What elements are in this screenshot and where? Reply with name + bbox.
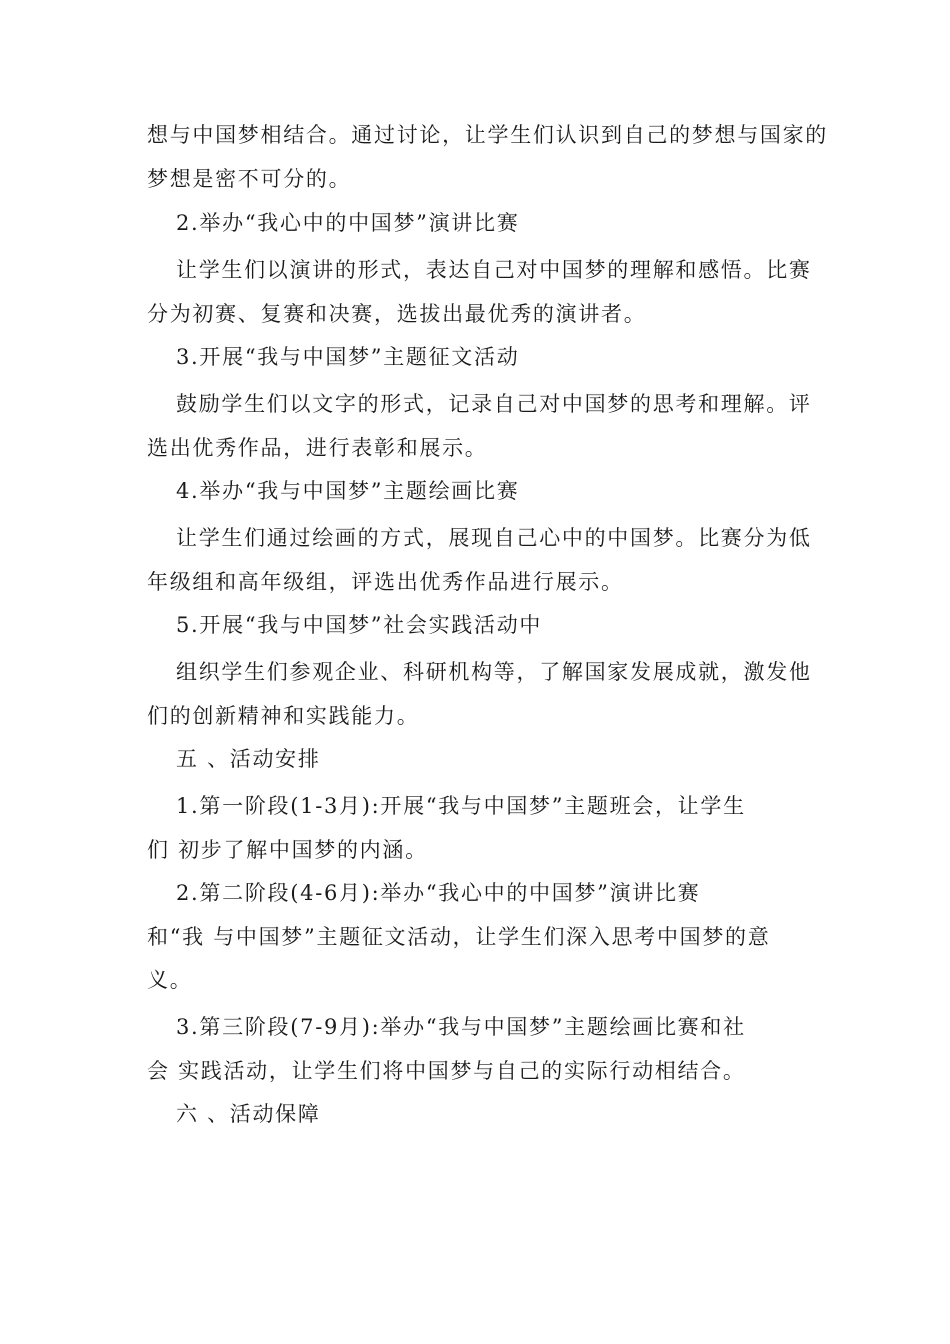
paragraph-line: 想与中国梦相结合。通过讨论，让学生们认识到自己的梦想与国家的 (147, 123, 828, 147)
paragraph-line: 们的创新精神和实践能力。 (147, 704, 420, 728)
paragraph-line: 们 初步了解中国梦的内涵。 (147, 838, 428, 862)
paragraph-line: 2.第二阶段(4-6月):举办“我心中的中国梦”演讲比赛 (176, 881, 701, 905)
paragraph-line: 义。 (147, 968, 193, 992)
section-heading: 五 、活动安排 (176, 747, 321, 771)
section-heading: 3.开展“我与中国梦”主题征文活动 (176, 345, 520, 369)
paragraph-line: 3.第三阶段(7-9月):举办“我与中国梦”主题绘画比赛和社 (176, 1015, 746, 1039)
paragraph-line: 组织学生们参观企业、科研机构等，了解国家发展成就，激发他 (176, 660, 812, 684)
paragraph-line: 梦想是密不可分的。 (147, 167, 352, 191)
section-heading: 2.举办“我心中的中国梦”演讲比赛 (176, 211, 520, 235)
paragraph-line: 年级组和高年级组，评选出优秀作品进行展示。 (147, 570, 624, 594)
paragraph-line: 和“我 与中国梦”主题征文活动，让学生们深入思考中国梦的意 (147, 925, 771, 949)
paragraph-line: 分为初赛、复赛和决赛，选拔出最优秀的演讲者。 (147, 302, 647, 326)
section-heading: 5.开展“我与中国梦”社会实践活动中 (176, 613, 543, 637)
section-heading: 4.举办“我与中国梦”主题绘画比赛 (176, 479, 520, 503)
paragraph-line: 选出优秀作品，进行表彰和展示。 (147, 436, 488, 460)
paragraph-line: 鼓励学生们以文字的形式，记录自己对中国梦的思考和理解。评 (176, 392, 812, 416)
paragraph-line: 会 实践活动，让学生们将中国梦与自己的实际行动相结合。 (147, 1059, 746, 1083)
section-heading: 六 、活动保障 (176, 1102, 321, 1126)
paragraph-line: 让学生们以演讲的形式，表达自己对中国梦的理解和感悟。比赛 (176, 258, 812, 282)
paragraph-line: 1.第一阶段(1-3月):开展“我与中国梦”主题班会，让学生 (176, 794, 746, 818)
paragraph-line: 让学生们通过绘画的方式，展现自己心中的中国梦。比赛分为低 (176, 526, 812, 550)
